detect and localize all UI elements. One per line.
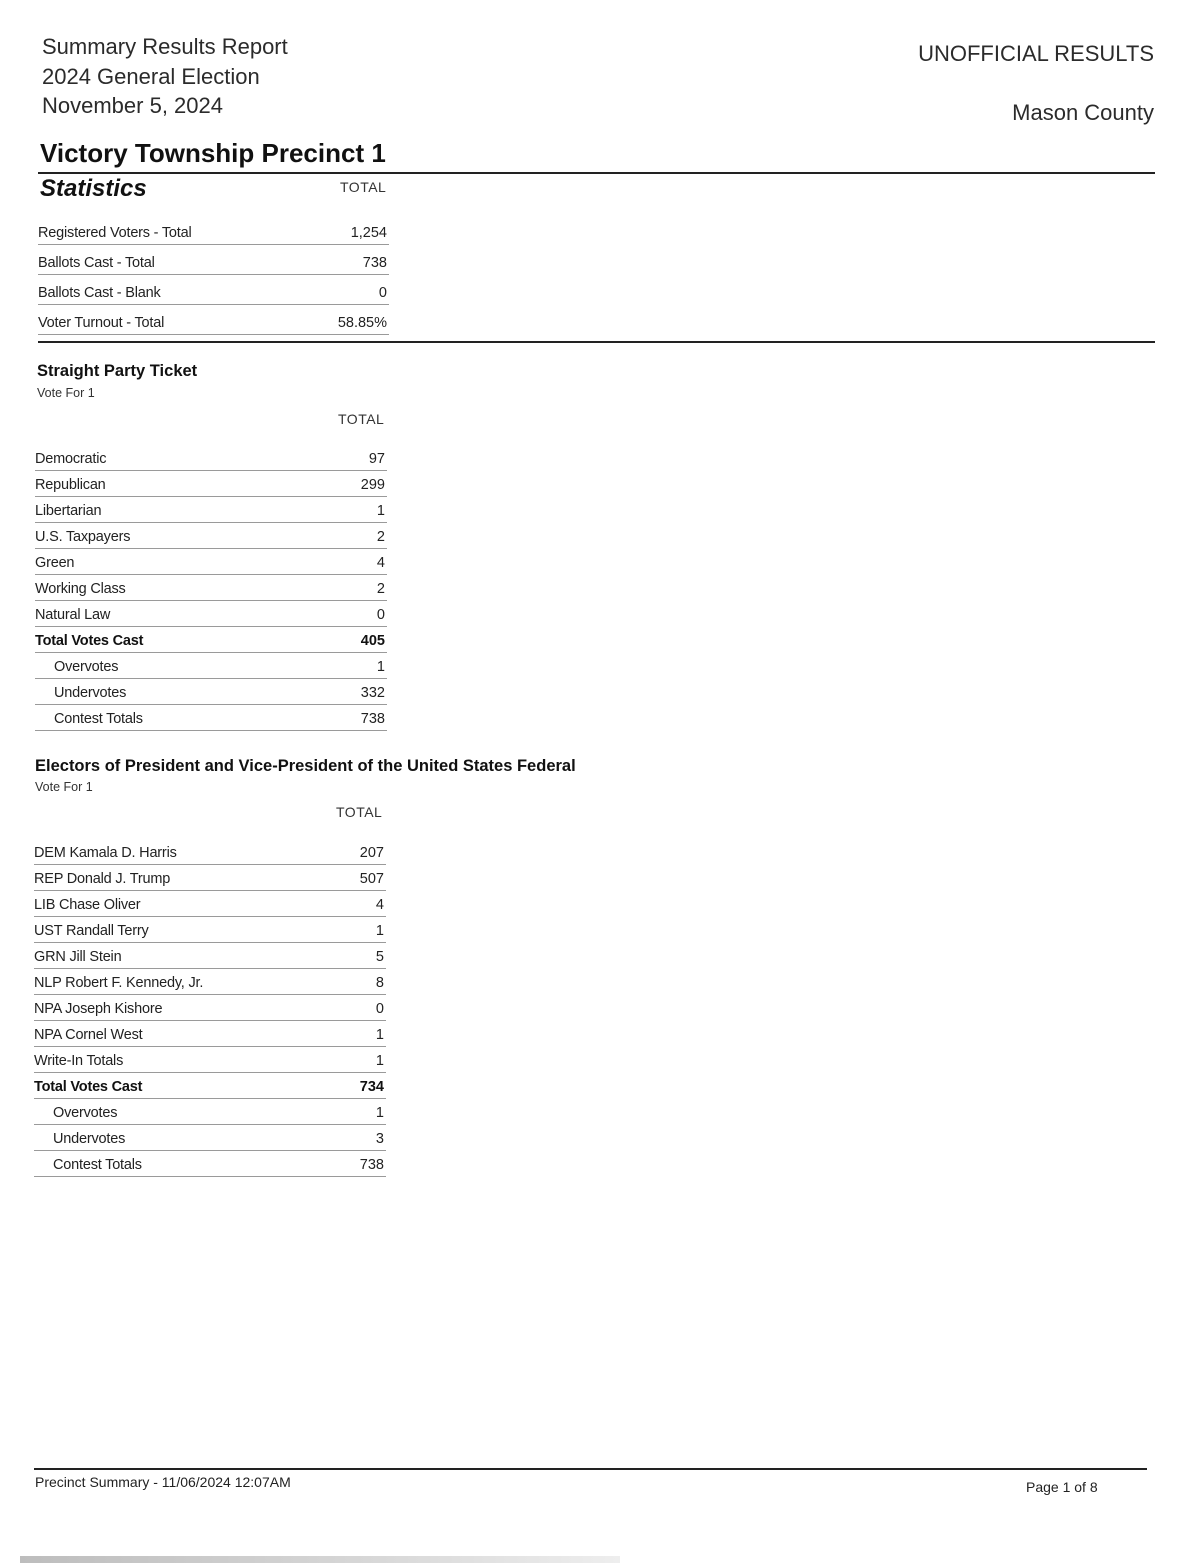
table-row — [34, 917, 386, 943]
table-row — [34, 865, 386, 891]
table-row — [38, 275, 389, 305]
row-value: 507 — [359, 871, 384, 887]
table-row — [35, 497, 387, 523]
row-label: Undervotes — [53, 1131, 126, 1147]
row-value: 8 — [375, 975, 384, 991]
row-label: Libertarian — [35, 503, 102, 519]
title-divider — [38, 172, 1155, 174]
election-name: 2024 General Election — [42, 63, 260, 89]
table-row — [34, 943, 386, 969]
row-value: 1 — [376, 659, 385, 675]
table-row — [34, 1151, 386, 1177]
table-row — [35, 445, 387, 471]
row-label: Total Votes Cast — [35, 633, 144, 649]
row-value: 738 — [359, 1157, 384, 1173]
table-row — [34, 1021, 386, 1047]
table-row — [34, 1125, 386, 1151]
table-row — [35, 653, 387, 679]
total-votes-row — [35, 627, 387, 653]
table-row — [38, 305, 389, 335]
row-label: Republican — [35, 477, 106, 493]
statistics-heading: Statistics — [40, 175, 147, 202]
contest-total-header: TOTAL — [338, 411, 385, 427]
table-row — [34, 839, 386, 865]
table-row — [34, 995, 386, 1021]
row-value: 734 — [359, 1079, 384, 1095]
row-value: 207 — [359, 845, 384, 861]
scan-edge — [20, 1556, 620, 1563]
contest-title: Electors of President and Vice-President of the United States Federal — [35, 757, 576, 775]
row-label: Overvotes — [53, 1105, 118, 1121]
election-date: November 5, 2024 — [42, 93, 223, 118]
row-value: 58.85% — [337, 315, 387, 331]
row-value: 5 — [375, 949, 384, 965]
row-value: 1 — [375, 1027, 384, 1043]
table-row — [34, 1099, 386, 1125]
table-row — [35, 523, 387, 549]
precinct-title: Victory Township Precinct 1 — [40, 138, 386, 168]
row-label: Working Class — [35, 581, 126, 597]
table-row — [35, 705, 387, 731]
row-label: UST Randall Terry — [34, 923, 149, 939]
row-label: Green — [35, 555, 75, 571]
statistics-divider — [38, 341, 1155, 343]
row-value: 1 — [375, 1053, 384, 1069]
table-row — [35, 679, 387, 705]
row-value: 3 — [375, 1131, 384, 1147]
row-value: 405 — [360, 633, 385, 649]
row-value: 1 — [376, 503, 385, 519]
table-row — [35, 471, 387, 497]
vote-for-label: Vote For 1 — [37, 386, 95, 400]
row-label: Ballots Cast - Total — [38, 255, 155, 271]
report-title: Summary Results Report — [42, 34, 288, 59]
row-value: 1,254 — [350, 225, 387, 241]
row-value: 738 — [362, 255, 387, 271]
row-label: LIB Chase Oliver — [34, 897, 141, 913]
president-table — [34, 839, 386, 1177]
statistics-table — [38, 215, 389, 335]
row-value: 2 — [376, 529, 385, 545]
row-label: Contest Totals — [54, 711, 143, 727]
row-value: 4 — [375, 897, 384, 913]
results-status: UNOFFICIAL RESULTS — [918, 41, 1154, 66]
row-label: Registered Voters - Total — [38, 225, 192, 241]
row-value: 97 — [368, 451, 385, 467]
row-value: 1 — [375, 923, 384, 939]
row-label: Ballots Cast - Blank — [38, 285, 161, 301]
row-label: Voter Turnout - Total — [38, 315, 165, 331]
row-value: 299 — [360, 477, 385, 493]
row-label: NPA Cornel West — [34, 1027, 143, 1043]
row-label: DEM Kamala D. Harris — [34, 845, 177, 861]
row-value: 332 — [360, 685, 385, 701]
row-label: U.S. Taxpayers — [35, 529, 131, 545]
table-row — [38, 215, 389, 245]
row-value: 0 — [375, 1001, 384, 1017]
row-label: NLP Robert F. Kennedy, Jr. — [34, 975, 204, 991]
row-label: Overvotes — [54, 659, 119, 675]
row-value: 0 — [376, 607, 385, 623]
row-label: REP Donald J. Trump — [34, 871, 171, 887]
footer-divider — [34, 1468, 1147, 1470]
row-value: 2 — [376, 581, 385, 597]
table-row — [35, 549, 387, 575]
row-label: Democratic — [35, 451, 107, 467]
row-value: 1 — [375, 1105, 384, 1121]
row-label: GRN Jill Stein — [34, 949, 122, 965]
table-row — [34, 891, 386, 917]
table-row — [38, 245, 389, 275]
contest-total-header: TOTAL — [336, 804, 383, 820]
row-value: 738 — [360, 711, 385, 727]
table-row — [34, 1047, 386, 1073]
table-row — [34, 969, 386, 995]
row-label: NPA Joseph Kishore — [34, 1001, 163, 1017]
row-label: Natural Law — [35, 607, 111, 623]
total-votes-row — [34, 1073, 386, 1099]
table-row — [35, 601, 387, 627]
row-value: 4 — [376, 555, 385, 571]
page-number: Page 1 of 8 — [1026, 1479, 1098, 1495]
row-label: Contest Totals — [53, 1157, 142, 1173]
row-value: 0 — [378, 285, 387, 301]
table-row — [35, 575, 387, 601]
county-name: Mason County — [1012, 100, 1154, 125]
report-header — [42, 32, 288, 121]
contest-title: Straight Party Ticket — [37, 362, 198, 380]
vote-for-label: Vote For 1 — [35, 780, 93, 794]
row-label: Total Votes Cast — [34, 1079, 143, 1095]
row-label: Undervotes — [54, 685, 127, 701]
row-label: Write-In Totals — [34, 1053, 124, 1069]
footer-report-info: Precinct Summary - 11/06/2024 12:07AM — [35, 1474, 291, 1490]
straight-party-table — [35, 445, 387, 731]
statistics-total-header: TOTAL — [340, 179, 387, 195]
